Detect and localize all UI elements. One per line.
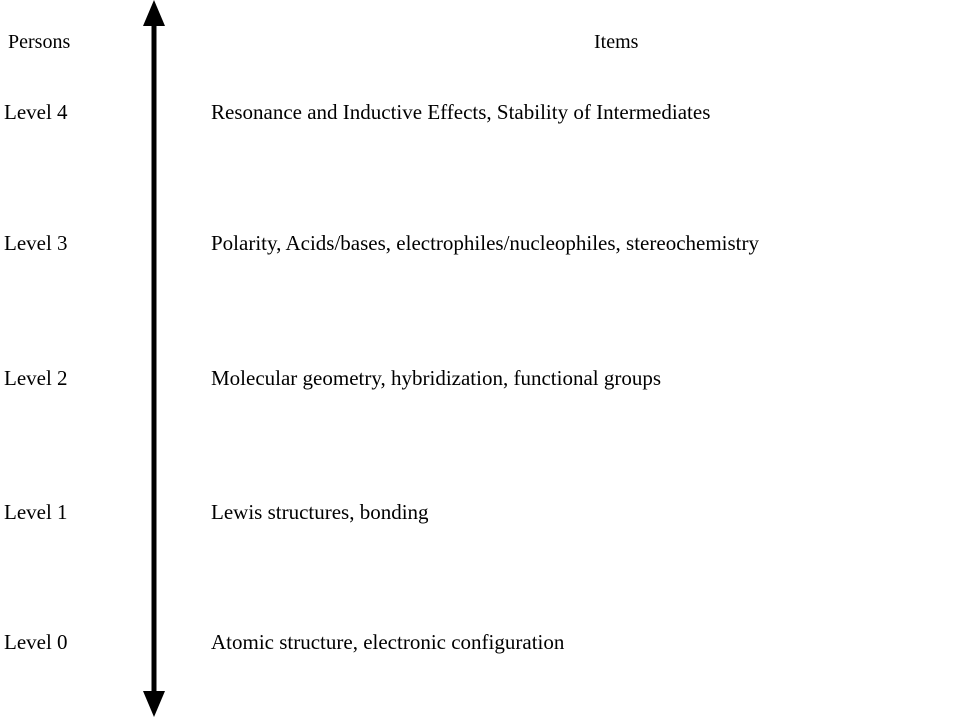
column-header-persons: Persons	[8, 31, 71, 53]
level-label: Level 2	[4, 366, 68, 390]
level-label: Level 4	[4, 100, 68, 124]
level-label: Level 3	[4, 231, 68, 255]
level-row	[0, 627, 974, 657]
level-items: Polarity, Acids/bases, electrophiles/nucleophiles, stereochemistry	[211, 231, 759, 255]
level-label: Level 0	[4, 630, 68, 654]
level-items: Atomic structure, electronic configuration	[211, 630, 565, 654]
level-row	[0, 497, 974, 527]
level-row	[0, 363, 974, 393]
column-header-items: Items	[594, 31, 639, 53]
level-label: Level 1	[4, 500, 68, 524]
level-items: Lewis structures, bonding	[211, 500, 429, 524]
level-row	[0, 228, 974, 258]
level-items: Resonance and Inductive Effects, Stability of Intermediates	[211, 100, 711, 124]
level-row	[0, 97, 974, 127]
level-items: Molecular geometry, hybridization, functional groups	[211, 366, 662, 390]
